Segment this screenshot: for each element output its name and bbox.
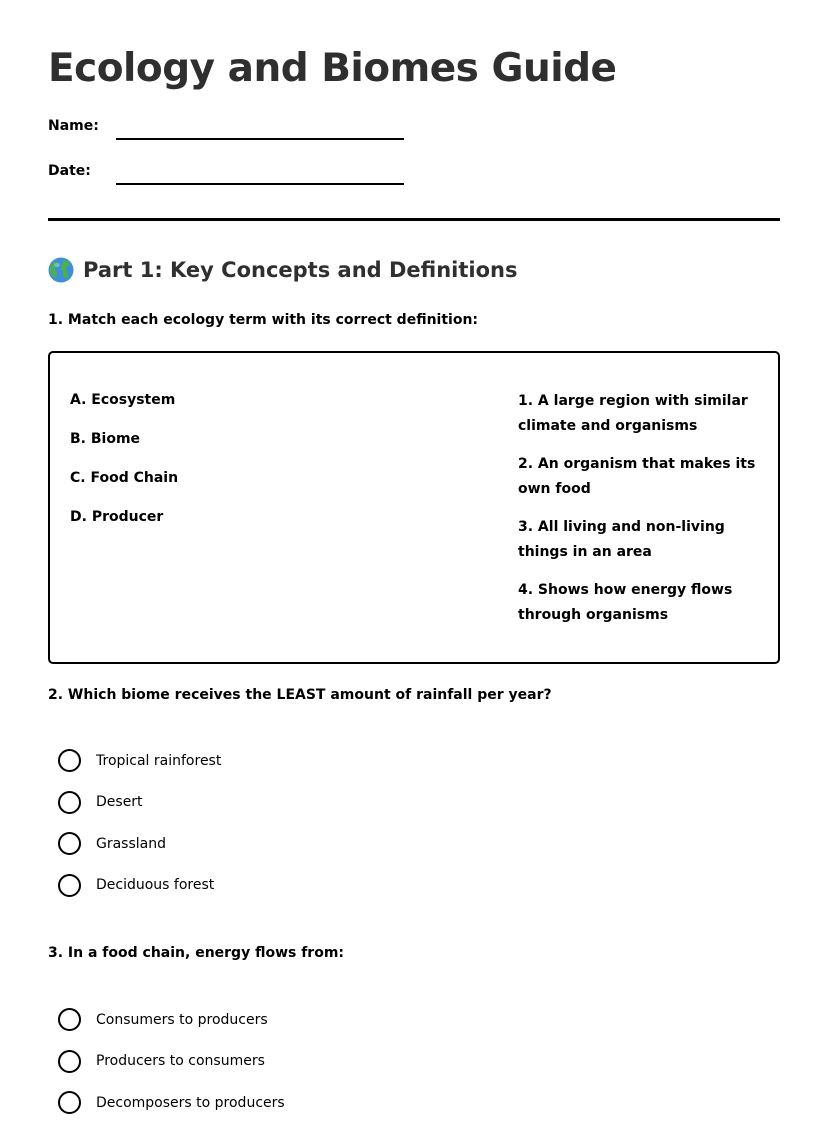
radio-button[interactable] bbox=[58, 791, 81, 814]
option-label: Producers to consumers bbox=[96, 1053, 265, 1070]
answer-option[interactable] bbox=[58, 999, 285, 1041]
answer-option[interactable] bbox=[58, 782, 221, 824]
name-field bbox=[48, 118, 448, 142]
part1-heading bbox=[48, 257, 518, 283]
page-title: Ecology and Biomes Guide bbox=[48, 46, 617, 91]
radio-button[interactable] bbox=[58, 1091, 81, 1114]
definitions-list bbox=[518, 389, 766, 641]
option-label: Consumers to producers bbox=[96, 1011, 268, 1028]
answer-option[interactable] bbox=[58, 1082, 285, 1124]
option-label: Deciduous forest bbox=[96, 877, 215, 894]
term-item: A. Ecosystem bbox=[70, 392, 176, 408]
date-field bbox=[48, 163, 448, 187]
answer-option[interactable] bbox=[58, 865, 221, 907]
answer-option[interactable] bbox=[58, 740, 221, 782]
term-item: D. Producer bbox=[70, 509, 164, 525]
part1-heading-text: Part 1: Key Concepts and Definitions bbox=[83, 258, 518, 282]
name-input-line[interactable] bbox=[116, 138, 404, 140]
date-label: Date: bbox=[48, 163, 91, 179]
radio-button[interactable] bbox=[58, 1050, 81, 1073]
radio-button[interactable] bbox=[58, 1008, 81, 1031]
question-1-prompt: 1. Match each ecology term with its correct definition: bbox=[48, 312, 479, 328]
definition-item: 2. An organism that makes its own food bbox=[518, 456, 756, 497]
term-item: B. Biome bbox=[70, 431, 141, 447]
date-input-line[interactable] bbox=[116, 183, 404, 185]
question-2-options bbox=[58, 740, 221, 906]
radio-button[interactable] bbox=[58, 832, 81, 855]
globe-icon bbox=[48, 257, 74, 283]
terms-list bbox=[70, 389, 178, 545]
name-label: Name: bbox=[48, 118, 99, 134]
option-label: Tropical rainforest bbox=[96, 752, 222, 769]
header-divider bbox=[48, 218, 780, 221]
radio-button[interactable] bbox=[58, 749, 81, 772]
option-label: Decomposers to producers bbox=[96, 1094, 285, 1111]
question-2-prompt: 2. Which biome receives the LEAST amount of rainfall per year? bbox=[48, 687, 552, 703]
answer-option[interactable] bbox=[58, 1041, 285, 1083]
question-3-options bbox=[58, 999, 285, 1124]
option-label: Grassland bbox=[96, 835, 166, 852]
matching-box bbox=[48, 351, 780, 664]
definition-item: 3. All living and non-living things in an area bbox=[518, 519, 725, 560]
definition-item: 4. Shows how energy flows through organisms bbox=[518, 582, 733, 623]
term-item: C. Food Chain bbox=[70, 470, 179, 486]
radio-button[interactable] bbox=[58, 874, 81, 897]
definition-item: 1. A large region with similar climate and organisms bbox=[518, 393, 748, 434]
question-3-prompt: 3. In a food chain, energy flows from: bbox=[48, 945, 345, 961]
option-label: Desert bbox=[96, 794, 143, 811]
answer-option[interactable] bbox=[58, 823, 221, 865]
